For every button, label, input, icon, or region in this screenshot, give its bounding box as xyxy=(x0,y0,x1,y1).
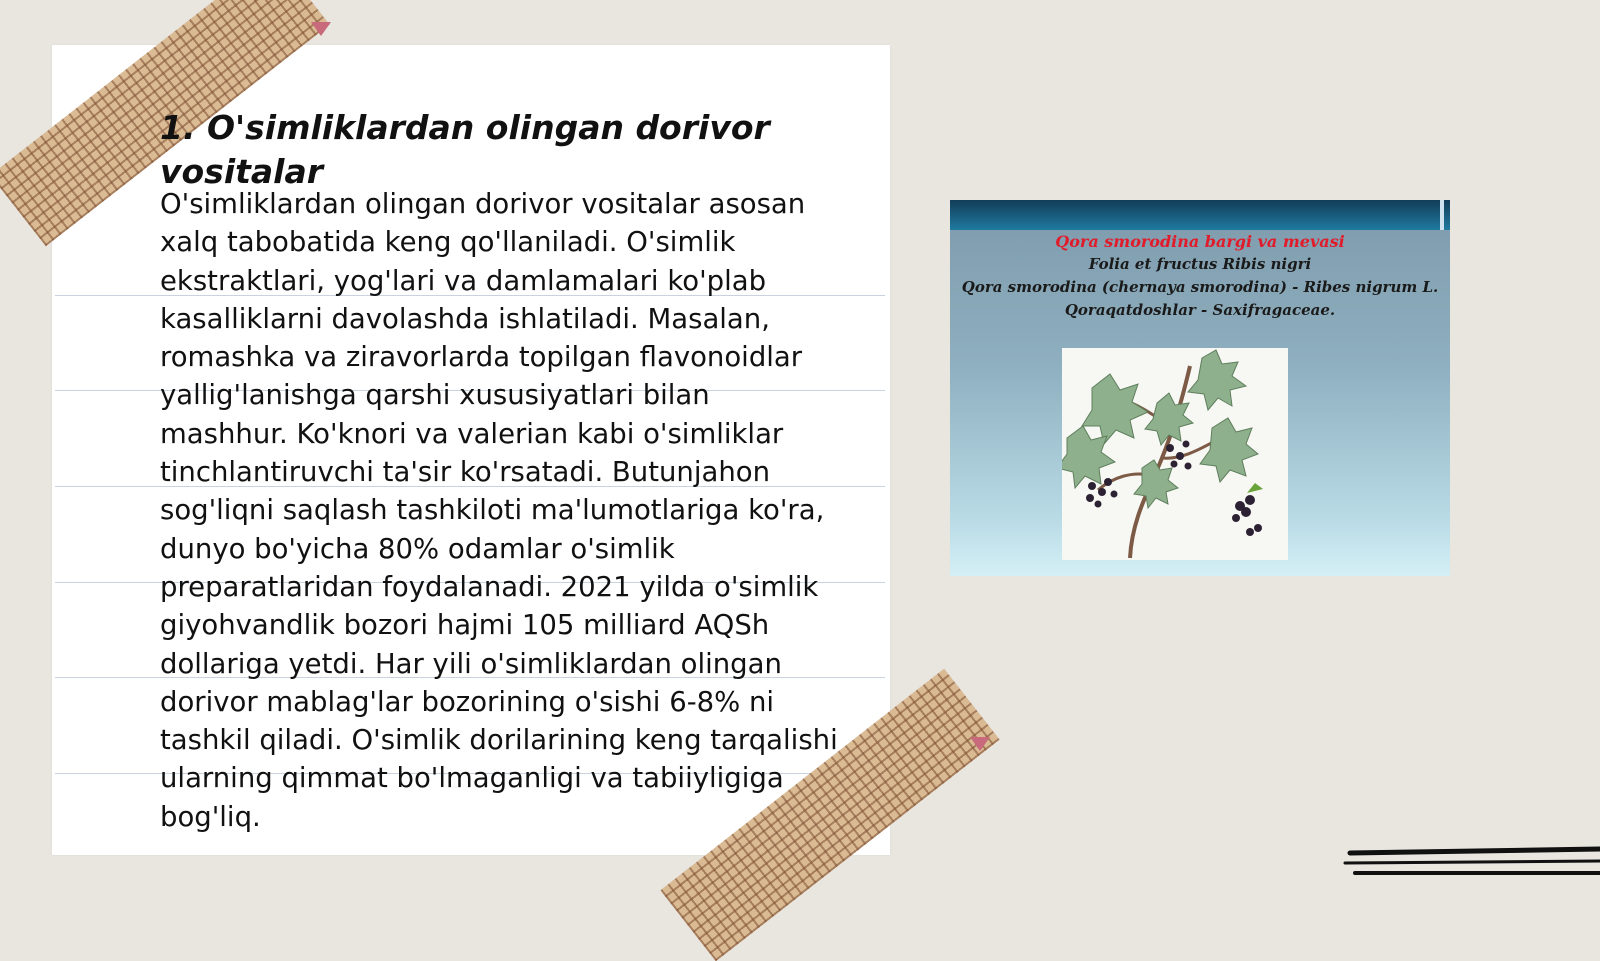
pin-marker-icon xyxy=(970,737,990,751)
card-text-block xyxy=(950,230,1450,322)
card-family-name: Qoraqatdoshlar - Saxifragaceae. xyxy=(1064,301,1336,319)
card-latin-name: Folia et fructus Ribis nigri xyxy=(1088,255,1312,273)
card-species-name: Qora smorodina (chernaya smorodina) - Ribes nigrum L. xyxy=(961,278,1439,296)
blackcurrant-branch-illustration xyxy=(1062,348,1288,560)
brush-stroke-lines xyxy=(1340,845,1600,895)
card-heading: Qora smorodina bargi va mevasi xyxy=(1055,232,1345,251)
plant-info-card xyxy=(950,200,1450,576)
card-header-bar xyxy=(950,200,1450,230)
card-bar-edge xyxy=(1440,200,1444,230)
pin-marker-icon xyxy=(311,22,331,36)
slide-title: 1. O'simliklardan olingan dorivor vositalar xyxy=(160,108,770,191)
slide-body-text: O'simliklardan olingan dorivor vositalar asosan xalq tabobatida keng qo'llaniladi. O'simlik ekstraktlari, yog'lari va damlamalari ko'plab kasalliklarni davolashda ishlatiladi. Masalan, romashka va ziravorlarda topilgan flavonoidlar yallig'lanishga qarshi xususiyatlari bilan mashhur. Ko'knori va valerian kabi o'simliklar tinchlantiruvchi ta'sir ko'rsatadi. Butunjahon sog'liqni saqlash tashkiloti ma'lumotlariga ko'ra, dunyo bo'yicha 80% odamlar o'simlik preparatlaridan foydalanadi. 2021 yilda o'simlik giyohvandlik bozori hajmi 105 milliard AQSh dollariga yetdi. Har yili o'simliklardan olingan dorivor mablag'lar bozorining o'sishi 6-8% ni tashkil qiladi. O'simlik dorilarining keng tarqalishi ularning qimmat bo'lmaganligi va tabiiyligiga bog'liq. xyxy=(160,188,838,833)
